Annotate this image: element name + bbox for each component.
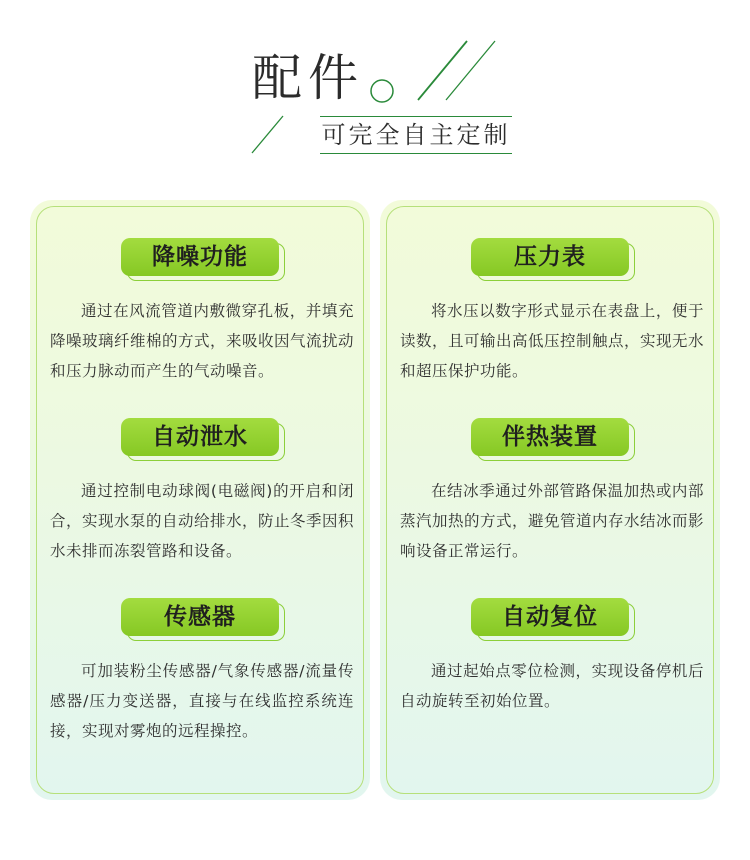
feature-badge	[471, 598, 635, 642]
diagonal-line-1	[418, 41, 467, 100]
feature-title: 伴热装置	[471, 418, 629, 456]
feature-description: 通过起始点零位检测，实现设备停机后自动旋转至初始位置。	[400, 662, 704, 710]
left-panel	[30, 200, 370, 800]
feature-badge	[471, 238, 635, 282]
feature-description: 通过控制电动球阀(电磁阀)的开启和闭合，实现水泵的自动给排水，防止冬季因积水未排而冻裂管路和设备。	[50, 482, 355, 560]
page-subtitle: 可完全自主定制	[320, 116, 512, 154]
feature-badge	[121, 598, 285, 642]
right-panel	[380, 200, 720, 800]
feature-title: 自动复位	[471, 598, 629, 636]
header	[0, 0, 750, 170]
feature-description: 在结冰季通过外部管路保温加热或内部蒸汽加热的方式，避免管道内存水结冰而影响设备正常运行。	[400, 482, 705, 560]
feature-badge	[471, 418, 635, 462]
feature-badge	[121, 238, 285, 282]
feature-title: 传感器	[121, 598, 279, 636]
diagonal-line-3	[252, 116, 283, 153]
feature-title: 降噪功能	[121, 238, 279, 276]
feature-title: 自动泄水	[121, 418, 279, 456]
feature-badge	[121, 418, 285, 462]
feature-description: 可加装粉尘传感器/气象传感器/流量传感器/压力变送器，直接与在线监控系统连接，实现对雾炮的远程操控。	[50, 662, 354, 740]
page-title: 配件	[252, 49, 364, 107]
feature-description: 将水压以数字形式显示在表盘上，便于读数，且可输出高低压控制触点，实现无水和超压保护功能。	[400, 302, 705, 380]
feature-description: 通过在风流管道内敷微穿孔板，并填充降噪玻璃纤维棉的方式，来吸收因气流扰动和压力脉动而产生的气动噪音。	[50, 302, 355, 380]
feature-title: 压力表	[471, 238, 629, 276]
circle-icon	[371, 80, 393, 102]
diagonal-line-2	[446, 41, 495, 100]
